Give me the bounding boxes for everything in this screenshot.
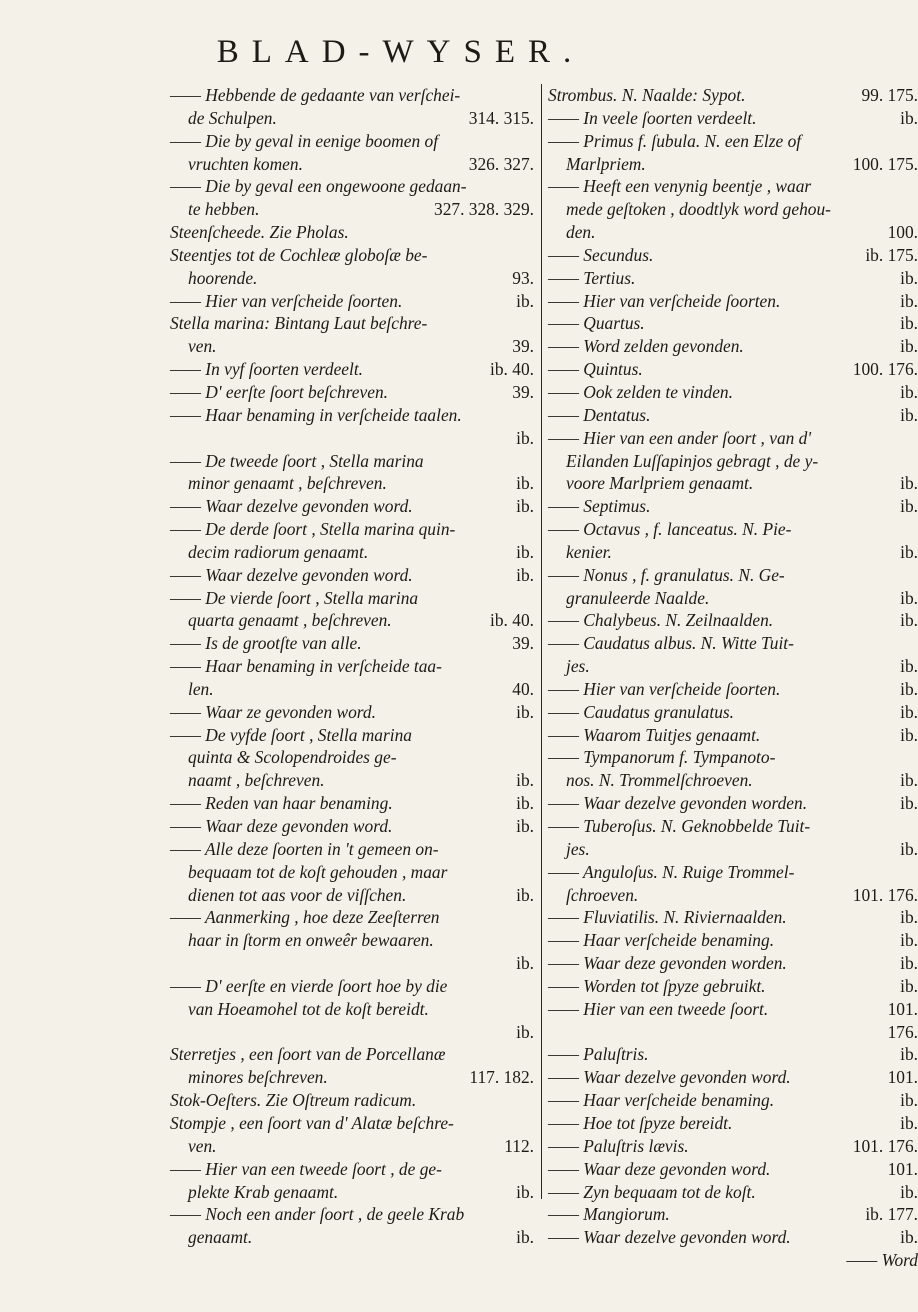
- entry-text: —— Worden tot ſpyze gebruikt.: [548, 975, 766, 996]
- entry-text: decim radiorum genaamt.: [188, 541, 369, 562]
- index-entry-line: [548, 906, 918, 929]
- index-entry-line: [170, 404, 534, 427]
- index-entry-line: [170, 861, 534, 884]
- page-reference: ib.: [900, 267, 918, 288]
- index-entry-line: [548, 746, 918, 769]
- entry-text: —— Secundus.: [548, 244, 654, 265]
- index-entry-line: [170, 84, 534, 107]
- entry-text: —— Heeft een venynig beentje , waar: [548, 176, 812, 197]
- index-entry-line: [548, 518, 918, 541]
- index-entry-line: [548, 1089, 918, 1112]
- index-entry-line: [548, 678, 918, 701]
- page-reference: ib.: [900, 107, 918, 128]
- index-entry-line: [548, 198, 918, 221]
- index-entry-line: [170, 518, 534, 541]
- entry-text: —— Tertius.: [548, 267, 636, 288]
- entry-text: —— Haar benaming in verſcheide taalen.: [170, 404, 462, 425]
- index-entry-line: [170, 815, 534, 838]
- index-entry-line: [170, 906, 534, 929]
- entry-text: —— Chalybeus. N. Zeilnaalden.: [548, 610, 774, 631]
- index-entry-line: [548, 632, 918, 655]
- entry-text: —— De tweede ſoort , Stella marina: [170, 450, 424, 471]
- index-entry-line: [170, 678, 534, 701]
- page-reference: ib.: [516, 1021, 534, 1042]
- entry-text: —— Octavus , f. lanceatus. N. Pie-: [548, 519, 792, 540]
- entry-text: —— Hier van verſcheide ſoorten.: [548, 678, 781, 699]
- page-reference: ib.: [900, 724, 918, 745]
- entry-text: —— Alle deze ſoorten in 't gemeen on-: [170, 838, 439, 859]
- page-reference: 101.: [887, 998, 918, 1019]
- entry-text: van Hoeamohel tot de koſt bereidt.: [188, 998, 429, 1019]
- entry-text: hoorende.: [188, 267, 258, 288]
- index-entry-line: [170, 358, 534, 381]
- index-entry-line: [170, 381, 534, 404]
- page-reference: ib.: [516, 290, 534, 311]
- entry-text: len.: [188, 678, 214, 699]
- page-reference: ib.: [516, 953, 534, 974]
- index-entry-line: [170, 221, 534, 244]
- index-entry-line: [548, 381, 918, 404]
- index-entry-line: [548, 1249, 918, 1272]
- entry-text: —— Word zelden gevonden.: [548, 336, 744, 357]
- entry-text: vruchten komen.: [188, 153, 303, 174]
- page-reference: 100. 176.: [852, 359, 918, 380]
- index-entry-line: [170, 1112, 534, 1135]
- entry-text: —— Haar verſcheide benaming.: [548, 930, 775, 951]
- page-reference: ib.: [516, 564, 534, 585]
- index-entry-line: [170, 792, 534, 815]
- entry-text: jes.: [566, 838, 590, 859]
- entry-text: —— Hoe tot ſpyze bereidt.: [548, 1112, 733, 1133]
- page-reference: ib.: [900, 496, 918, 517]
- index-entry-line: [548, 541, 918, 564]
- index-entry-line: [548, 130, 918, 153]
- page-reference: ib.: [516, 793, 534, 814]
- page-reference: 314. 315.: [468, 107, 534, 128]
- index-entry-line: [170, 1043, 534, 1066]
- index-entry-line: [170, 312, 534, 335]
- page-reference: ib.: [516, 496, 534, 517]
- page-reference: 99. 175.: [861, 85, 918, 105]
- index-entry-line: [170, 838, 534, 861]
- index-entry-line: [170, 175, 534, 198]
- index-entry-line: [548, 1043, 918, 1066]
- page-reference: ib.: [900, 907, 918, 928]
- entry-text: —— Fluviatilis. N. Riviernaalden.: [548, 907, 787, 928]
- page-reference: 93.: [512, 267, 534, 288]
- page-reference: ib.: [900, 953, 918, 974]
- entry-text: —— Tympanorum f. Tympanoto-: [548, 747, 776, 768]
- page-reference: ib.: [516, 884, 534, 905]
- entry-text: —— Septimus.: [548, 496, 651, 517]
- entry-text: —— Waar dezelve gevonden word.: [170, 496, 413, 517]
- index-entry-line: [170, 495, 534, 518]
- index-entry-line: [548, 1066, 918, 1089]
- index-entry-line: [548, 1203, 918, 1226]
- page-reference: ib.: [900, 701, 918, 722]
- entry-text: —— Die by geval in eenige boomen of: [170, 130, 439, 151]
- entry-text: —— De vierde ſoort , Stella marina: [170, 587, 419, 608]
- index-entry-line: [170, 655, 534, 678]
- page-reference: 39.: [512, 633, 534, 654]
- index-column-left: [170, 84, 534, 1249]
- entry-text: —— Hebbende de gedaante van verſchei-: [170, 85, 461, 105]
- page-reference: 101.: [887, 1158, 918, 1179]
- page-reference: 176.: [887, 1021, 918, 1042]
- index-entry-line: [548, 153, 918, 176]
- index-entry-line: [548, 1021, 918, 1044]
- page-reference: ib.: [900, 793, 918, 814]
- entry-text: ſchroeven.: [566, 884, 639, 905]
- entry-text: Strombus. N. Naalde: Sypot.: [548, 85, 746, 105]
- index-entry-line: [548, 84, 918, 107]
- entry-text: Stella marina: Bintang Laut beſchre-: [170, 313, 428, 334]
- index-entry-line: [548, 450, 918, 473]
- index-entry-line: [548, 701, 918, 724]
- entry-text: mede geſtoken , doodtlyk word gehou-: [566, 199, 831, 220]
- index-entry-line: [170, 884, 534, 907]
- entry-text: —— D' eerſte en vierde ſoort hoe by die: [170, 975, 448, 996]
- entry-text: —— Quintus.: [548, 359, 643, 380]
- entry-text: minor genaamt , beſchreven.: [188, 473, 387, 494]
- entry-text: —— Haar verſcheide benaming.: [548, 1090, 775, 1111]
- index-entry-line: [170, 1066, 534, 1089]
- index-entry-line: [548, 952, 918, 975]
- entry-text: —— Hier van verſcheide ſoorten.: [170, 290, 403, 311]
- page-reference: 327. 328. 329.: [434, 199, 534, 220]
- entry-text: genaamt.: [188, 1227, 253, 1248]
- page-reference: 112.: [504, 1135, 534, 1156]
- index-entry-line: [548, 335, 918, 358]
- index-entry-line: [548, 815, 918, 838]
- index-entry-line: [170, 198, 534, 221]
- index-entry-line: [548, 929, 918, 952]
- page-reference: ib.: [900, 336, 918, 357]
- index-entry-line: [548, 838, 918, 861]
- page-reference: ib.: [516, 816, 534, 836]
- index-entry-line: [548, 175, 918, 198]
- index-entry-line: [548, 655, 918, 678]
- page-reference: ib.: [900, 404, 918, 425]
- index-entry-line: [170, 701, 534, 724]
- entry-text: —— Aanmerking , hoe deze Zeeſterren: [170, 907, 440, 928]
- index-entry-line: [170, 632, 534, 655]
- index-entry-line: [548, 244, 918, 267]
- entry-text: —— Caudatus granulatus.: [548, 701, 735, 722]
- page-reference: ib.: [900, 1181, 918, 1202]
- page-reference: 117. 182.: [469, 1067, 534, 1088]
- entry-text: —— Noch een ander ſoort , de geele Krab: [170, 1204, 465, 1225]
- entry-text: den.: [566, 222, 596, 243]
- column-divider: [541, 84, 542, 1199]
- entry-text: ven.: [188, 336, 217, 357]
- index-entry-line: [548, 107, 918, 130]
- index-entry-line: [170, 769, 534, 792]
- entry-text: —— Waar dezelve gevonden word.: [548, 1227, 791, 1248]
- page-reference: ib.: [900, 1227, 918, 1248]
- index-entry-line: [170, 952, 534, 975]
- page-reference: 39.: [512, 336, 534, 357]
- index-entry-line: [170, 450, 534, 473]
- index-entry-line: [548, 267, 918, 290]
- entry-text: nos. N. Trommelſchroeven.: [566, 770, 753, 791]
- entry-text: —— Waar dezelve gevonden word.: [548, 1067, 791, 1088]
- index-entry-line: [548, 358, 918, 381]
- index-column-right: [548, 84, 918, 1272]
- entry-text: Sterretjes , een ſoort van de Porcellanæ: [170, 1044, 446, 1065]
- entry-text: —— Hier van een tweede ſoort , de ge-: [170, 1158, 442, 1179]
- entry-text: de Schulpen.: [188, 107, 277, 128]
- entry-text: —— Word: [846, 1250, 918, 1271]
- index-entry-line: [548, 404, 918, 427]
- index-entry-line: [170, 153, 534, 176]
- index-entry-line: [548, 884, 918, 907]
- entry-text: —— De vyfde ſoort , Stella marina: [170, 724, 412, 745]
- page-reference: ib. 175.: [865, 244, 918, 265]
- index-entry-line: [170, 609, 534, 632]
- page-reference: ib. 177.: [865, 1204, 918, 1225]
- entry-text: —— Waar deze gevonden worden.: [548, 953, 787, 974]
- entry-text: quinta & Scolopendroides ge-: [188, 747, 397, 768]
- index-entry-line: [170, 1021, 534, 1044]
- index-entry-line: [170, 998, 534, 1021]
- entry-text: —— Waar deze gevonden word.: [170, 816, 393, 836]
- index-entry-line: [170, 587, 534, 610]
- index-entry-line: [170, 244, 534, 267]
- index-entry-line: [548, 769, 918, 792]
- entry-text: plekte Krab genaamt.: [188, 1181, 339, 1202]
- index-entry-line: [548, 792, 918, 815]
- entry-text: dienen tot aas voor de viſſchen.: [188, 884, 407, 905]
- index-entry-line: [170, 929, 534, 952]
- index-entry-line: [548, 1112, 918, 1135]
- entry-text: —— Hier van verſcheide ſoorten.: [548, 290, 781, 311]
- page-reference: ib.: [900, 610, 918, 631]
- entry-text: —— Waar ze gevonden word.: [170, 701, 376, 722]
- entry-text: —— Waar dezelve gevonden word.: [170, 564, 413, 585]
- page-reference: ib.: [900, 290, 918, 311]
- index-entry-line: [170, 1181, 534, 1204]
- page-reference: 100. 175.: [852, 153, 918, 174]
- entry-text: jes.: [566, 656, 590, 677]
- entry-text: bequaam tot de koſt gehouden , maar: [188, 861, 448, 882]
- entry-text: Stok-Oeſters. Zie Oſtreum radicum.: [170, 1090, 417, 1111]
- index-entry-line: [548, 472, 918, 495]
- entry-text: te hebben.: [188, 199, 260, 220]
- page-reference: ib.: [900, 473, 918, 494]
- entry-text: —— Caudatus albus. N. Witte Tuit-: [548, 633, 794, 654]
- page-reference: ib.: [900, 678, 918, 699]
- index-entry-line: [548, 975, 918, 998]
- entry-text: —— Dentatus.: [548, 404, 651, 425]
- page-reference: ib.: [516, 701, 534, 722]
- entry-text: —— Reden van haar benaming.: [170, 793, 393, 814]
- entry-text: —— Waar dezelve gevonden worden.: [548, 793, 808, 814]
- entry-text: —— Primus f. ſubula. N. een Elze of: [548, 130, 802, 151]
- page-reference: ib. 40.: [490, 359, 534, 380]
- page-reference: ib.: [900, 1044, 918, 1065]
- entry-text: Eilanden Luſſapinjos gebragt , de y-: [566, 450, 819, 471]
- entry-text: —— De derde ſoort , Stella marina quin-: [170, 519, 456, 540]
- index-entry-line: [170, 267, 534, 290]
- page-reference: ib.: [516, 1227, 534, 1248]
- page-reference: ib. 40.: [490, 610, 534, 631]
- index-entry-line: [170, 1203, 534, 1226]
- index-entry-line: [548, 312, 918, 335]
- page-reference: 101. 176.: [852, 884, 918, 905]
- entry-text: —— In veele ſoorten verdeelt.: [548, 107, 757, 128]
- index-entry-line: [548, 1181, 918, 1204]
- index-entry-line: [548, 1135, 918, 1158]
- index-entry-line: [170, 335, 534, 358]
- index-entry-line: [170, 1089, 534, 1112]
- page-header: BLAD-WYSER.: [216, 34, 585, 70]
- index-entry-line: [170, 290, 534, 313]
- entry-text: naamt , beſchreven.: [188, 770, 325, 791]
- page-reference: ib.: [900, 587, 918, 608]
- entry-text: —— Haar benaming in verſcheide taa-: [170, 656, 442, 677]
- page-reference: ib.: [516, 1181, 534, 1202]
- entry-text: —— Hier van een tweede ſoort.: [548, 998, 769, 1019]
- index-entry-line: [548, 861, 918, 884]
- page-reference: ib.: [900, 1090, 918, 1111]
- page-reference: ib.: [900, 838, 918, 859]
- page-reference: ib.: [900, 930, 918, 951]
- index-entry-line: [548, 587, 918, 610]
- index-entry-line: [170, 1135, 534, 1158]
- entry-text: Marlpriem.: [566, 153, 646, 174]
- entry-text: —— Quartus.: [548, 313, 645, 334]
- entry-text: —— Paluſtris lævis.: [548, 1135, 689, 1156]
- page-reference: 326. 327.: [468, 153, 534, 174]
- page-reference: ib.: [516, 770, 534, 791]
- index-entry-line: [170, 107, 534, 130]
- entry-text: —— Tuberoſus. N. Geknobbelde Tuit-: [548, 816, 811, 836]
- index-entry-line: [548, 1226, 918, 1249]
- page-reference: ib.: [900, 656, 918, 677]
- index-entry-line: [548, 609, 918, 632]
- entry-text: ven.: [188, 1135, 217, 1156]
- index-entry-line: [548, 427, 918, 450]
- entry-text: —— D' eerſte ſoort beſchreven.: [170, 381, 388, 402]
- page-reference: ib.: [516, 541, 534, 562]
- index-entry-line: [170, 1226, 534, 1249]
- index-entry-line: [548, 1158, 918, 1181]
- page-reference: ib.: [516, 473, 534, 494]
- index-entry-line: [548, 724, 918, 747]
- page-reference: ib.: [900, 1112, 918, 1133]
- entry-text: granuleerde Naalde.: [566, 587, 710, 608]
- page-reference: ib.: [900, 313, 918, 334]
- index-entry-line: [548, 221, 918, 244]
- page-reference: 40.: [512, 678, 534, 699]
- entry-text: —— Die by geval een ongewoone gedaan-: [170, 176, 467, 197]
- index-entry-line: [170, 472, 534, 495]
- entry-text: —— In vyf ſoorten verdeelt.: [170, 359, 364, 380]
- index-entry-line: [170, 746, 534, 769]
- index-entry-line: [170, 1158, 534, 1181]
- entry-text: —— Waarom Tuitjes genaamt.: [548, 724, 761, 745]
- page-reference: 39.: [512, 381, 534, 402]
- entry-text: Steentjes tot de Cochleæ globoſæ be-: [170, 244, 428, 265]
- page-reference: 101.: [887, 1067, 918, 1088]
- entry-text: —— Hier van een ander ſoort , van d': [548, 427, 812, 448]
- page-reference: 100.: [887, 222, 918, 243]
- entry-text: voore Marlpriem genaamt.: [566, 473, 754, 494]
- entry-text: —— Is de grootſte van alle.: [170, 633, 362, 654]
- entry-text: —— Nonus , f. granulatus. N. Ge-: [548, 564, 785, 585]
- entry-text: kenier.: [566, 541, 612, 562]
- index-entry-line: [548, 495, 918, 518]
- entry-text: Stompje , een ſoort van d' Alatæ beſchre-: [170, 1112, 454, 1133]
- entry-text: minores beſchreven.: [188, 1067, 328, 1088]
- entry-text: quarta genaamt , beſchreven.: [188, 610, 392, 631]
- entry-text: —— Waar deze gevonden word.: [548, 1158, 771, 1179]
- entry-text: Steenſcheede. Zie Pholas.: [170, 222, 349, 243]
- index-entry-line: [170, 427, 534, 450]
- page-reference: ib.: [900, 381, 918, 402]
- entry-text: —— Paluſtris.: [548, 1044, 649, 1065]
- page-reference: ib.: [900, 975, 918, 996]
- index-entry-line: [170, 564, 534, 587]
- entry-text: —— Anguloſus. N. Ruige Trommel-: [548, 861, 795, 882]
- page-reference: ib.: [516, 427, 534, 448]
- page-reference: 101. 176.: [852, 1135, 918, 1156]
- entry-text: —— Mangiorum.: [548, 1204, 670, 1225]
- entry-text: —— Zyn bequaam tot de koſt.: [548, 1181, 756, 1202]
- index-entry-line: [548, 564, 918, 587]
- index-entry-line: [170, 130, 534, 153]
- index-entry-line: [170, 724, 534, 747]
- page-reference: ib.: [900, 770, 918, 791]
- index-entry-line: [170, 541, 534, 564]
- index-entry-line: [548, 290, 918, 313]
- index-entry-line: [548, 998, 918, 1021]
- entry-text: —— Ook zelden te vinden.: [548, 381, 733, 402]
- index-entry-line: [170, 975, 534, 998]
- entry-text: haar in ſtorm en onweêr bewaaren.: [188, 930, 434, 951]
- page-reference: ib.: [900, 541, 918, 562]
